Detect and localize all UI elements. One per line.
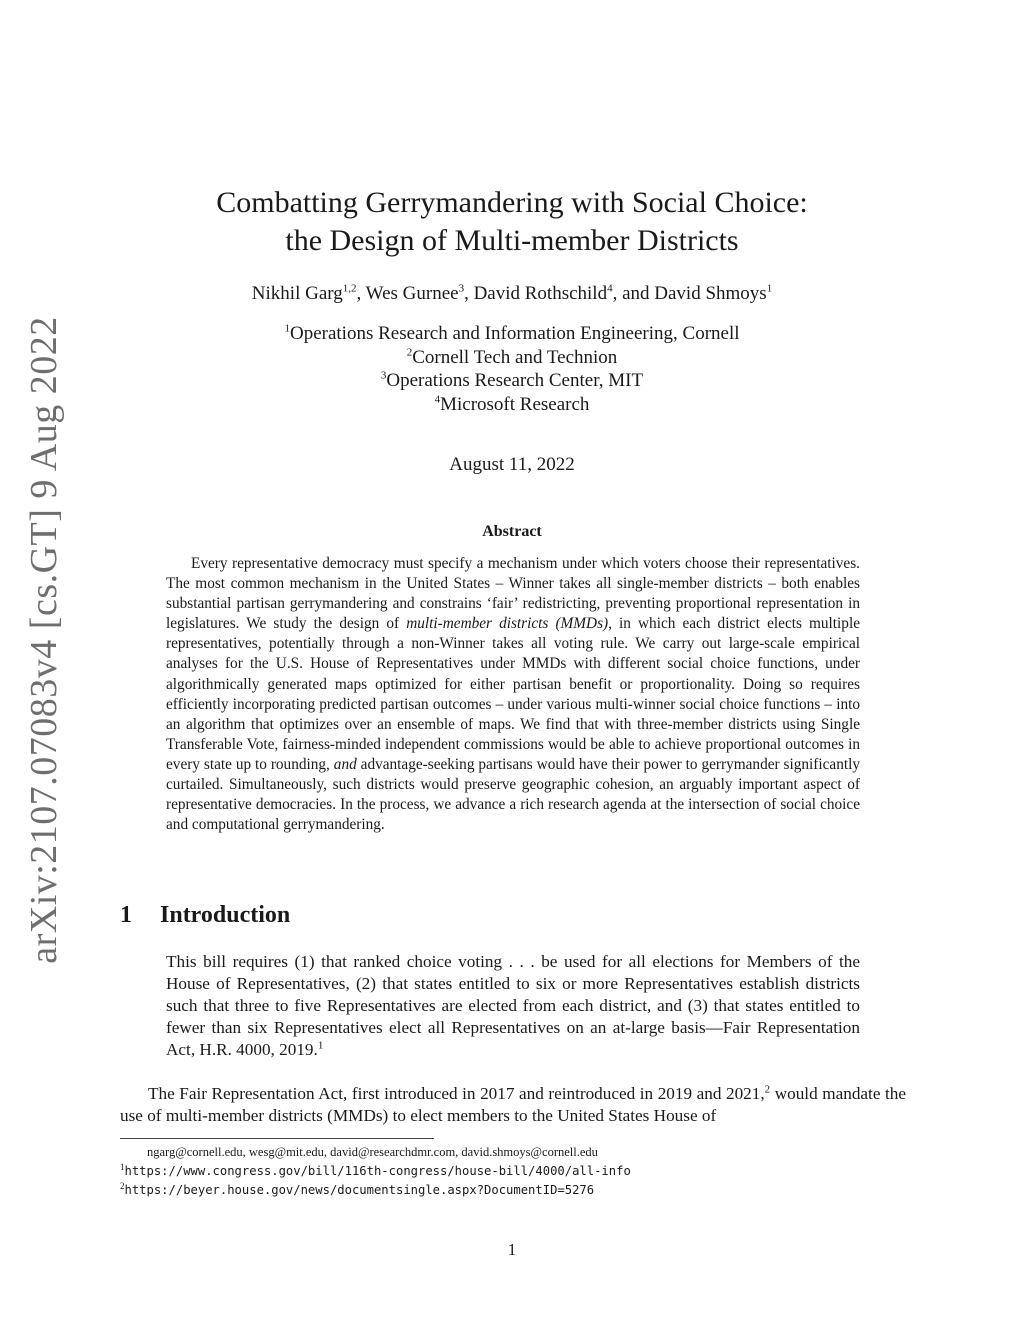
author-shmoys: , and David Shmoys [612,283,767,304]
title-line-1: Combatting Gerrymandering with Social Choice: [216,186,808,219]
affiliation-2 [0,346,1024,370]
affiliation-1 [0,322,1024,346]
abstract-emphasis-mmds: multi-member districts (MMDs) [406,615,609,633]
affiliation-1-text: Operations Research and Information Engineering, Cornell [289,323,740,344]
abstract-heading: Abstract [482,523,542,540]
affiliation-2-mark: 2 [406,346,413,359]
footnote-ref-1[interactable]: 1 [317,1039,324,1052]
paper-date: August 11, 2022 [449,454,575,475]
abstract-text-2: , in which each district elects multiple representatives, potentially through a non-Winner takes all voting rule. We carry out large-scale empirical analyses for the U.S. House of Representatives under MMDs with different social choice functions, under algorithmically generated maps optimized for either partisan benefit or proportionality. Doing so requires efficiently incorporating predicted partisan outcomes – under various multi-winner social choice functions – into an algorithm that optimizes over an ensemble of maps. We find that with three-member districts using Single Transferable Vote, fairness-minded independent commissions would be able to achieve proportional outcomes in every state up to rounding, [166,615,860,773]
epigraph-quote [166,951,860,1061]
section-heading-introduction [120,902,290,929]
author-rothschild-affil: 4 [607,282,613,295]
footnote-1-mark: 1 [120,1161,125,1172]
page-number: 1 [507,1240,517,1259]
intro-paragraph [120,1083,906,1127]
section-title: Introduction [160,902,291,928]
affiliation-2-text: Cornell Tech and Technion [412,346,618,368]
footnote-ref-2[interactable]: 2 [764,1083,771,1096]
abstract-text-3: advantage-seeking partisans would have their power to gerrymander significantly curtailed. Simultaneously, such districts would preserve geographic cohesion, an arguably important aspect of representative democracies. In the process, we advance a rich research agenda at the intersection of social choice and computational gerrymandering. [166,755,860,834]
author-garg-affil: 1,2 [342,282,357,295]
footnote-1 [120,1163,920,1180]
footnote-rule [120,1138,434,1139]
footnote-2 [120,1182,920,1199]
author-garg: Nikhil Garg [251,283,343,304]
abstract-emphasis-and: and [333,755,357,773]
affiliation-3 [0,369,1024,393]
author-rothschild: , David Rothschild [464,283,608,304]
affiliation-4-mark: 4 [434,393,441,406]
quote-text: This bill requires (1) that ranked choice voting . . . be used for all elections for Members of the House of Representatives, (2) that states entitled to six or more Representatives establish districts such that three to five Representatives are elected from each district, and (3) that states entitled to fewer than six Representatives elect all Representatives on an at-large basis—Fair Representation Act, H.R. 4000, 2019. [166,952,860,1059]
paper-title [0,184,1024,260]
affiliation-4-text: Microsoft Research [440,393,590,415]
author-gurnee-affil: 3 [458,282,465,295]
affiliation-3-mark: 3 [380,369,387,382]
footnote-2-mark: 2 [120,1180,125,1191]
affiliation-3-text: Operations Research Center, MIT [386,370,644,391]
abstract-body [166,554,860,835]
arxiv-sidebar-stamp: arXiv:2107.07083v4 [cs.GT] 9 Aug 2022 [23,316,65,964]
footnote-emails: ngarg@cornell.edu, wesg@mit.edu, david@researchdmr.com, david.shmoys@cornell.edu [147,1145,598,1159]
affiliation-4 [0,393,1024,417]
abstract-text-1: Every representative democracy must specify a mechanism under which voters choose their representatives. The most common mechanism in the United States – Winner takes all single-member districts – both enables substantial partisan gerrymandering and constrains ‘fair’ redistricting, preventing proportional representation in legislatures. We study the design of [166,555,860,633]
title-line-2: the Design of Multi-member Districts [285,224,739,257]
intro-text-1: The Fair Representation Act, first introduced in 2017 and reintroduced in 2019 and 2021, [148,1084,765,1103]
intro-text-2: would mandate the use of multi-member districts (MMDs) to elect members to the United States House of [120,1084,906,1125]
section-number: 1 [120,902,132,928]
author-shmoys-affil: 1 [766,282,773,295]
footnote-2-link[interactable]: https://beyer.house.gov/news/documentsingle.aspx?DocumentID=5276 [124,1183,595,1197]
author-gurnee: , Wes Gurnee [356,283,459,304]
affiliation-list [0,322,1024,416]
affiliation-1-mark: 1 [284,322,290,335]
author-list [0,282,1024,306]
footnote-1-link[interactable]: https://www.congress.gov/bill/116th-congress/house-bill/4000/all-info [124,1164,631,1178]
